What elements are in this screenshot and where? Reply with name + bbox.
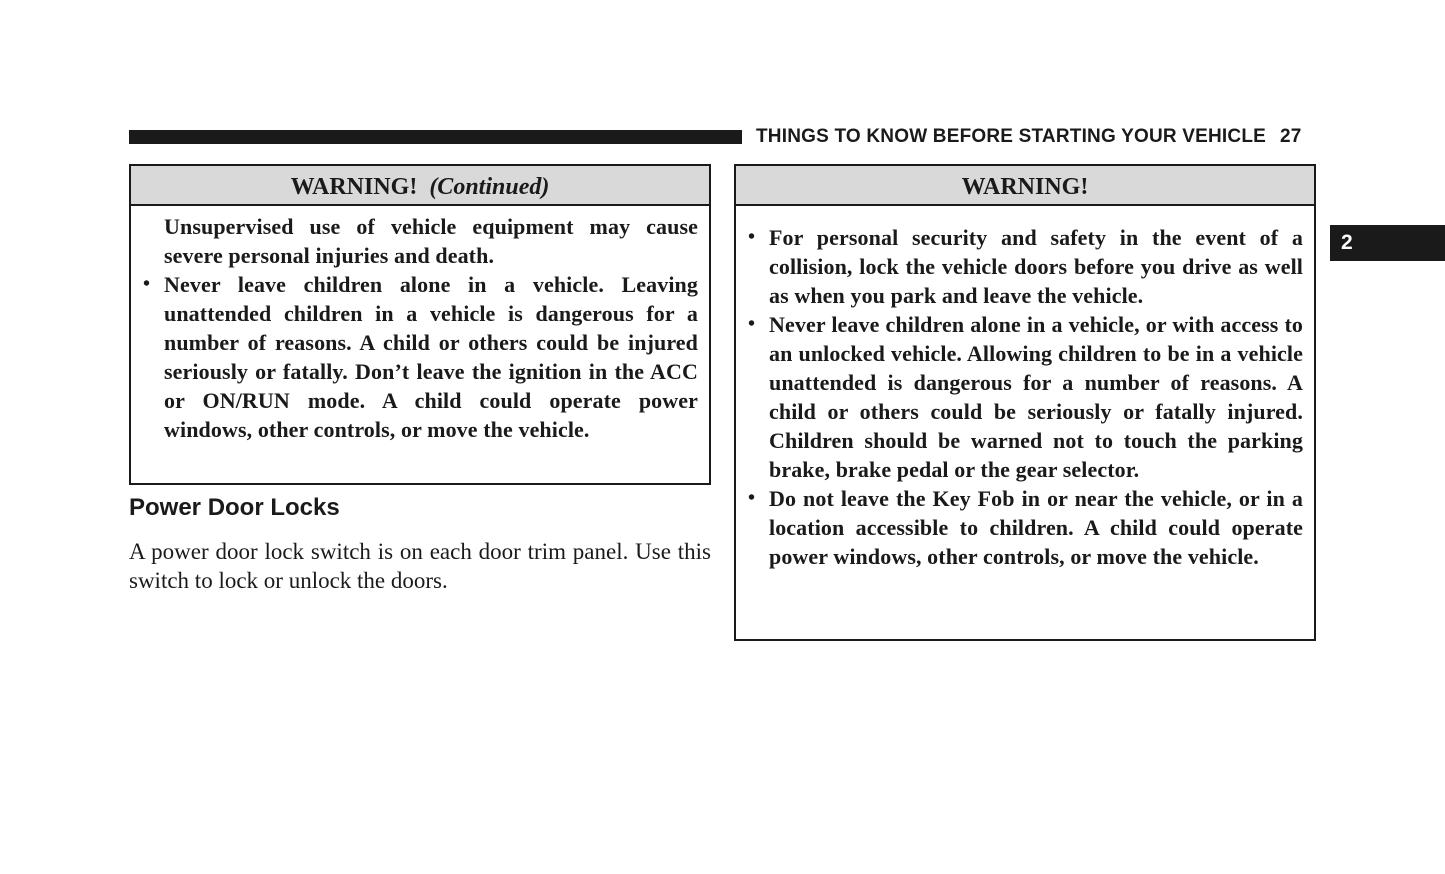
- page-number: 27: [1280, 126, 1302, 147]
- warning-title: [131, 166, 709, 206]
- warning-title-text: WARNING!: [290, 174, 418, 200]
- header-rule: [129, 130, 742, 144]
- warning-bullet: • For personal security and safety in the event of a collision, lock the vehicle doors before you drive as well as when you park and leave the vehicle.: [748, 223, 1303, 310]
- warning-box: [734, 164, 1316, 641]
- warning-body: [131, 206, 709, 444]
- warning-bullet: • Never leave children alone in a vehicle, or with access to an unlocked vehicle. Allowing children to be in a vehicle unattended is dangerous for a number of reasons. A child or others could be seriously or fatally injured. Children should be warned not to touch the parking brake, brake pedal or the gear selector.: [748, 310, 1303, 484]
- warning-bullet: • Never leave children alone in a vehicle. Leaving unattended children in a vehicle is dangerous for a number of reasons. A child or others could be injured seriously or fatally. Don’t leave the ignition in the ACC or ON/RUN mode. A child could operate power windows, other controls, or move the vehicle.: [143, 270, 698, 444]
- warning-bullet: • Do not leave the Key Fob in or near the vehicle, or in a location accessible to children. A child could operate power windows, other controls, or move the vehicle.: [748, 484, 1303, 571]
- warning-title-suffix: (Continued): [429, 174, 550, 200]
- warning-box-continued: [129, 164, 711, 485]
- header-title: THINGS TO KNOW BEFORE STARTING YOUR VEHICLE: [756, 126, 1267, 147]
- section-body: A power door lock switch is on each door trim panel. Use this switch to lock or unlock the doors.: [129, 539, 711, 593]
- section-heading: Power Door Locks: [129, 494, 340, 521]
- chapter-tab[interactable]: 2: [1330, 225, 1445, 261]
- warning-continuation: Unsupervised use of vehicle equipment may cause severe personal injuries and death.: [164, 214, 698, 268]
- warning-body: [736, 206, 1314, 571]
- running-header: [756, 126, 1316, 148]
- warning-title-text: WARNING!: [961, 174, 1089, 200]
- warning-title: [736, 166, 1314, 206]
